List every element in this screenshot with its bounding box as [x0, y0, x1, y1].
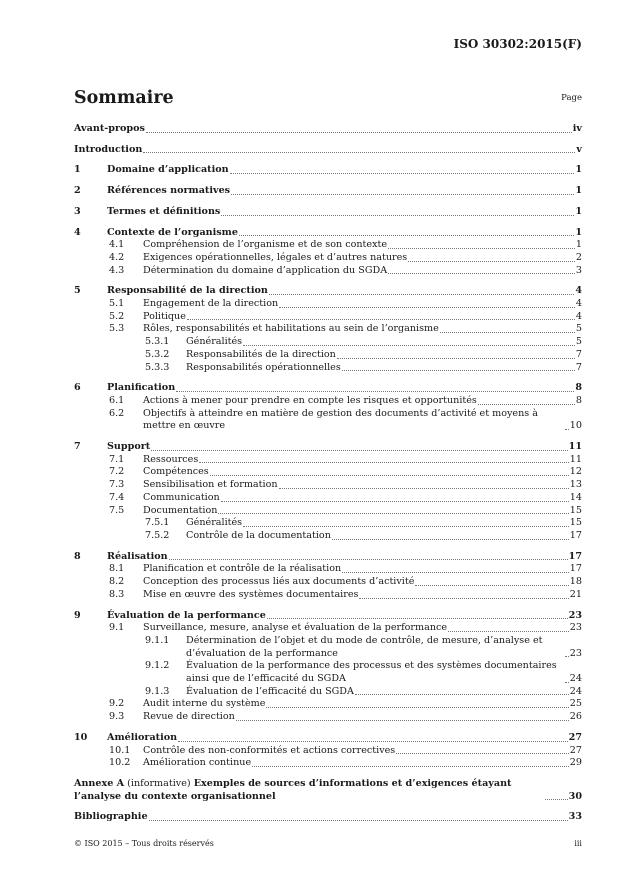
toc-entry[interactable] [74, 492, 582, 505]
toc-entry[interactable] [74, 505, 582, 518]
toc-entry-number: 5.3.1 [145, 336, 170, 348]
toc-entry[interactable] [74, 285, 582, 298]
toc-entry-title: Bibliographie [74, 811, 148, 823]
toc-leader-dots [266, 707, 568, 708]
toc-entry-page: 11 [568, 441, 582, 453]
toc-entry-page: 7 [575, 361, 582, 373]
toc-entry-page: 1 [575, 205, 582, 217]
toc-entry-page: 12 [569, 466, 582, 478]
toc-entry-page: 1 [575, 239, 582, 251]
toc-entry-title: Évaluation de l’efficacité du SGDA [186, 685, 354, 697]
toc-leader-dots [243, 345, 575, 346]
toc-entry-page: 5 [575, 323, 582, 335]
toc-entry-title: Audit interne du système [143, 698, 266, 710]
toc-entry-title: Responsabilités opérationnelles [186, 361, 341, 373]
toc-entry-page: 23 [569, 622, 582, 634]
toc-leader-dots [187, 319, 575, 320]
toc-entry-number: 5.3 [109, 323, 125, 335]
toc-spacer [74, 219, 582, 227]
toc-entry[interactable] [74, 395, 582, 408]
toc-spacer [74, 136, 582, 144]
toc-entry-title: Réalisation [107, 550, 168, 562]
toc-leader-dots [355, 694, 569, 695]
toc-entry-page: 3 [575, 264, 582, 276]
toc-entry-title: Exigences opérationnelles, légales et d’autres natures [143, 251, 408, 263]
toc-entry-title: Surveillance, mesure, analyse et évaluation de la performance [143, 622, 448, 634]
toc-leader-dots [230, 173, 575, 174]
toc-spacer [74, 770, 582, 778]
toc-leader-dots [388, 273, 575, 274]
toc-entry-page: 17 [569, 563, 582, 575]
toc-entry-page: 30 [568, 790, 582, 802]
toc-entry[interactable] [74, 551, 582, 564]
toc-entry[interactable] [74, 164, 582, 177]
toc-leader-dots [221, 215, 574, 216]
toc-leader-dots [176, 391, 574, 392]
toc-entry-title: Contrôle des non-conformités et actions correctives [143, 744, 396, 756]
footer-page-number: iii [574, 839, 582, 848]
toc-entry-number: 9.1.2 [145, 660, 170, 672]
toc-entry-page: v [576, 143, 582, 155]
toc-leader-dots [236, 720, 569, 721]
toc-leader-dots [252, 766, 569, 767]
toc-entry[interactable] [74, 757, 582, 770]
toc-entry[interactable] [74, 382, 582, 395]
toc-entry-page: 5 [575, 336, 582, 348]
toc-entry-number: 5.3.2 [145, 348, 170, 360]
toc-leader-dots [565, 682, 569, 683]
toc-entry-title [74, 778, 544, 803]
toc-entry[interactable] [74, 362, 582, 375]
toc-entry-title: Généralités [186, 336, 243, 348]
toc-entry-page: 1 [575, 226, 582, 238]
toc-entry-page: 15 [569, 517, 582, 529]
toc-leader-dots [178, 741, 568, 742]
toc-entry-title: Termes et définitions [107, 205, 221, 217]
toc-entry[interactable] [74, 144, 582, 157]
toc-leader-dots [169, 559, 568, 560]
toc-entry-title: Documentation [143, 504, 218, 516]
toc-entry-title: Communication [143, 491, 220, 503]
toc-entry-page: 7 [575, 348, 582, 360]
toc-entry-page: 4 [575, 310, 582, 322]
toc-entry-page: 23 [569, 647, 582, 659]
toc-entry[interactable] [74, 323, 582, 336]
toc-entry-title: Domaine d’application [107, 164, 229, 176]
toc-entry-page: 17 [569, 529, 582, 541]
toc-entry-page: 4 [575, 298, 582, 310]
toc-entry-number: 7.4 [109, 491, 125, 503]
toc-spacer [74, 374, 582, 382]
toc-entry-number: 5.1 [109, 298, 125, 310]
toc-entry-page: 29 [569, 757, 582, 769]
toc-entry-title: Détermination du domaine d’application du SGDA [143, 264, 388, 276]
toc-leader-dots [143, 152, 575, 153]
toc-entry-title: Contrôle de la documentation [186, 529, 331, 541]
toc-spacer [74, 602, 582, 610]
toc-entry[interactable] [74, 563, 582, 576]
toc-leader-dots [332, 539, 569, 540]
toc-leader-dots [279, 488, 569, 489]
toc-leader-dots [388, 248, 575, 249]
toc-leader-dots [545, 799, 568, 800]
toc-entry-title: Sensibilisation et formation [143, 479, 278, 491]
toc-entry-title: Planification [107, 382, 176, 394]
toc-entry-page: 23 [568, 609, 582, 621]
toc-leader-dots [396, 753, 569, 754]
toc-spacer [74, 198, 582, 206]
toc-entry-number: 8.1 [109, 563, 125, 575]
toc-entry[interactable] [74, 698, 582, 711]
page-title: Sommaire [74, 88, 174, 108]
toc-entry-number: 4.3 [109, 264, 125, 276]
toc-entry-number: 7.5.2 [145, 529, 170, 541]
toc-entry-page: 33 [568, 811, 582, 823]
toc-leader-dots [243, 526, 569, 527]
toc-entry-number: 4 [74, 226, 81, 238]
annex-title: Exemples de sources d’informations et d’exigences étayant l’analyse du contexte organisationnel [74, 777, 512, 802]
toc-entry[interactable] [74, 336, 582, 349]
toc-entry-number: 3 [74, 205, 81, 217]
toc-entry-title: Évaluation de la performance des processus et des systèmes documentaires ainsi que de l’efficacité du SGDA [186, 660, 557, 685]
toc-entry-number: 4.2 [109, 251, 125, 263]
toc-entry-page: 15 [569, 504, 582, 516]
toc-entry[interactable] [74, 530, 582, 543]
toc-leader-dots [440, 332, 575, 333]
toc-entry-page: 1 [575, 185, 582, 197]
toc-entry-title: Support [107, 441, 151, 453]
toc-entry-number: 9 [74, 609, 81, 621]
toc-entry-page: 1 [575, 164, 582, 176]
toc-leader-dots [210, 475, 569, 476]
toc-entry[interactable] [74, 349, 582, 362]
toc-entry-title: Avant-propos [74, 123, 145, 134]
toc-leader-dots [146, 132, 572, 133]
toc-entry-number: 9.1 [109, 622, 125, 634]
toc-entry-number: 7.3 [109, 479, 125, 491]
toc-entry-title: Introduction [74, 143, 143, 155]
toc-entry-title: Détermination de l’objet et du mode de contrôle, de mesure, d’analyse et d’évaluation de la performance [186, 634, 543, 659]
toc-entry[interactable] [74, 252, 582, 265]
toc-leader-dots [267, 618, 568, 619]
toc-entry[interactable] [74, 610, 582, 623]
toc-entry-page: 21 [569, 588, 582, 600]
toc-entry-page: 11 [569, 453, 582, 465]
toc-spacer [74, 543, 582, 551]
toc-entry-page: 24 [569, 685, 582, 697]
toc-leader-dots [478, 404, 575, 405]
toc-entry-number: 10.2 [109, 757, 131, 769]
toc-entry-page: 2 [575, 251, 582, 263]
toc-entry-title: Actions à mener pour prendre en compte les risques et opportunités [143, 394, 477, 406]
toc-leader-dots [239, 235, 574, 236]
toc-entry-title: Politique [143, 310, 186, 322]
toc-entry-page: 8 [575, 382, 582, 394]
toc-entry-page: iv [572, 123, 582, 134]
toc-leader-dots [565, 656, 569, 657]
toc-entry-title: Ressources [143, 453, 199, 465]
toc-leader-dots [565, 429, 569, 430]
toc-entry-title: Revue de direction [143, 711, 235, 723]
toc-spacer [74, 177, 582, 185]
toc-entry[interactable] [74, 311, 582, 324]
annex-note: (informative) [124, 777, 194, 789]
toc-leader-dots [279, 307, 575, 308]
toc-entry[interactable] [74, 732, 582, 745]
toc-entry-title: Responsabilités de la direction [186, 348, 336, 360]
toc-entry-number: 6.2 [109, 407, 125, 419]
toc-entry-title: Rôles, responsabilités et habilitations au sein de l’organisme [143, 323, 439, 335]
toc-entry[interactable] [74, 185, 582, 198]
toc-entry-number: 7.5.1 [145, 517, 170, 529]
toc-entry[interactable] [74, 686, 582, 699]
toc-entry-number: 5 [74, 285, 81, 297]
toc-entry[interactable] [74, 298, 582, 311]
toc-entry-title: Mise en œuvre des systèmes documentaires [143, 588, 359, 600]
toc-leader-dots [359, 598, 568, 599]
toc-entry-number: 7 [74, 441, 81, 453]
toc-entry-page: 18 [569, 576, 582, 588]
annex-label: Annexe A [74, 777, 125, 789]
toc-entry-page: 27 [569, 744, 582, 756]
toc-entry[interactable] [74, 441, 582, 454]
toc-entry-page: 25 [569, 698, 582, 710]
toc-entry-title: Responsabilité de la direction [107, 285, 268, 297]
toc-entry-number: 6 [74, 382, 81, 394]
toc-entry[interactable] [74, 454, 582, 467]
toc-entry-title: Amélioration continue [143, 757, 252, 769]
toc-entry[interactable] [74, 635, 582, 660]
toc-entry-number: 8.3 [109, 588, 125, 600]
toc-entry[interactable] [74, 711, 582, 724]
toc-entry-page: 13 [569, 479, 582, 491]
toc-spacer [74, 803, 582, 811]
toc-entry-page: 17 [568, 550, 582, 562]
toc-leader-dots [151, 450, 567, 451]
toc-leader-dots [149, 820, 568, 821]
toc-leader-dots [342, 370, 575, 371]
toc-entry-title: Conception des processus liés aux documents d’activité [143, 576, 415, 588]
toc-entry[interactable] [74, 408, 582, 433]
toc-entry-page: 26 [569, 711, 582, 723]
toc-entry[interactable] [74, 466, 582, 479]
toc-entry[interactable] [74, 227, 582, 240]
toc-entry-page: 4 [575, 285, 582, 297]
toc-leader-dots [218, 513, 568, 514]
toc-leader-dots [448, 631, 569, 632]
toc-entry-number: 7.2 [109, 466, 125, 478]
toc-leader-dots [415, 585, 568, 586]
toc-leader-dots [342, 572, 569, 573]
toc-leader-dots [231, 194, 574, 195]
toc-entry-number: 4.1 [109, 239, 125, 251]
toc-entry-page: 14 [569, 491, 582, 503]
toc-entry-number: 2 [74, 185, 81, 197]
toc-entry-number: 6.1 [109, 394, 125, 406]
toc-entry-title: Planification et contrôle de la réalisation [143, 563, 342, 575]
toc-entry-page: 27 [568, 731, 582, 743]
toc-entry-number: 8.2 [109, 576, 125, 588]
toc-spacer [74, 433, 582, 441]
toc-entry-title: Contexte de l’organisme [107, 226, 238, 238]
toc-spacer [74, 156, 582, 164]
toc-entry[interactable] [74, 517, 582, 530]
toc-spacer [74, 277, 582, 285]
toc-entry-number: 7.5 [109, 504, 125, 516]
toc-entry-title: Références normatives [107, 185, 231, 197]
toc-entry[interactable] [74, 589, 582, 602]
toc-leader-dots [269, 294, 574, 295]
toc-entry-title: Compréhension de l’organisme et de son contexte [143, 239, 388, 251]
toc-entry-title: Objectifs à atteindre en matière de gestion des documents d’activité et moyens à mettre en œuvre [143, 407, 538, 432]
page-column-label: Page [561, 93, 582, 103]
toc-leader-dots [221, 501, 569, 502]
toc-entry-number: 8 [74, 550, 81, 562]
toc-entry-number: 10.1 [109, 744, 131, 756]
toc-entry-number: 9.3 [109, 711, 125, 723]
toc-entry[interactable] [74, 660, 582, 685]
toc-entry[interactable] [74, 778, 582, 803]
toc-entry-number: 9.1.1 [145, 634, 170, 646]
toc-entry-page: 24 [569, 673, 582, 685]
toc-leader-dots [337, 358, 575, 359]
toc-entry[interactable] [74, 745, 582, 758]
toc-leader-dots [199, 462, 569, 463]
table-of-contents [74, 123, 582, 824]
toc-entry-title: Compétences [143, 466, 209, 478]
toc-entry[interactable] [74, 123, 582, 136]
standard-id: ISO 30302:2015(F) [453, 37, 582, 51]
toc-entry-page: 8 [575, 394, 582, 406]
toc-entry[interactable] [74, 239, 582, 252]
toc-entry[interactable] [74, 811, 582, 824]
toc-entry-number: 9.2 [109, 698, 125, 710]
toc-leader-dots [408, 261, 575, 262]
footer-copyright: © ISO 2015 – Tous droits réservés [74, 839, 214, 848]
toc-entry-title: Amélioration [107, 731, 178, 743]
toc-entry-number: 1 [74, 164, 81, 176]
toc-entry-number: 7.1 [109, 453, 125, 465]
toc-spacer [74, 724, 582, 732]
toc-entry-title: Généralités [186, 517, 243, 529]
toc-entry-number: 10 [74, 731, 88, 743]
toc-entry-number: 9.1.3 [145, 685, 170, 697]
toc-entry[interactable] [74, 206, 582, 219]
toc-entry-title: Évaluation de la performance [107, 609, 266, 621]
toc-entry-page: 10 [569, 420, 582, 432]
toc-entry[interactable] [74, 576, 582, 589]
toc-entry[interactable] [74, 479, 582, 492]
toc-entry[interactable] [74, 265, 582, 278]
toc-entry-title: Engagement de la direction [143, 298, 279, 310]
toc-entry-number: 5.3.3 [145, 361, 170, 373]
toc-entry[interactable] [74, 622, 582, 635]
toc-entry-number: 5.2 [109, 310, 125, 322]
